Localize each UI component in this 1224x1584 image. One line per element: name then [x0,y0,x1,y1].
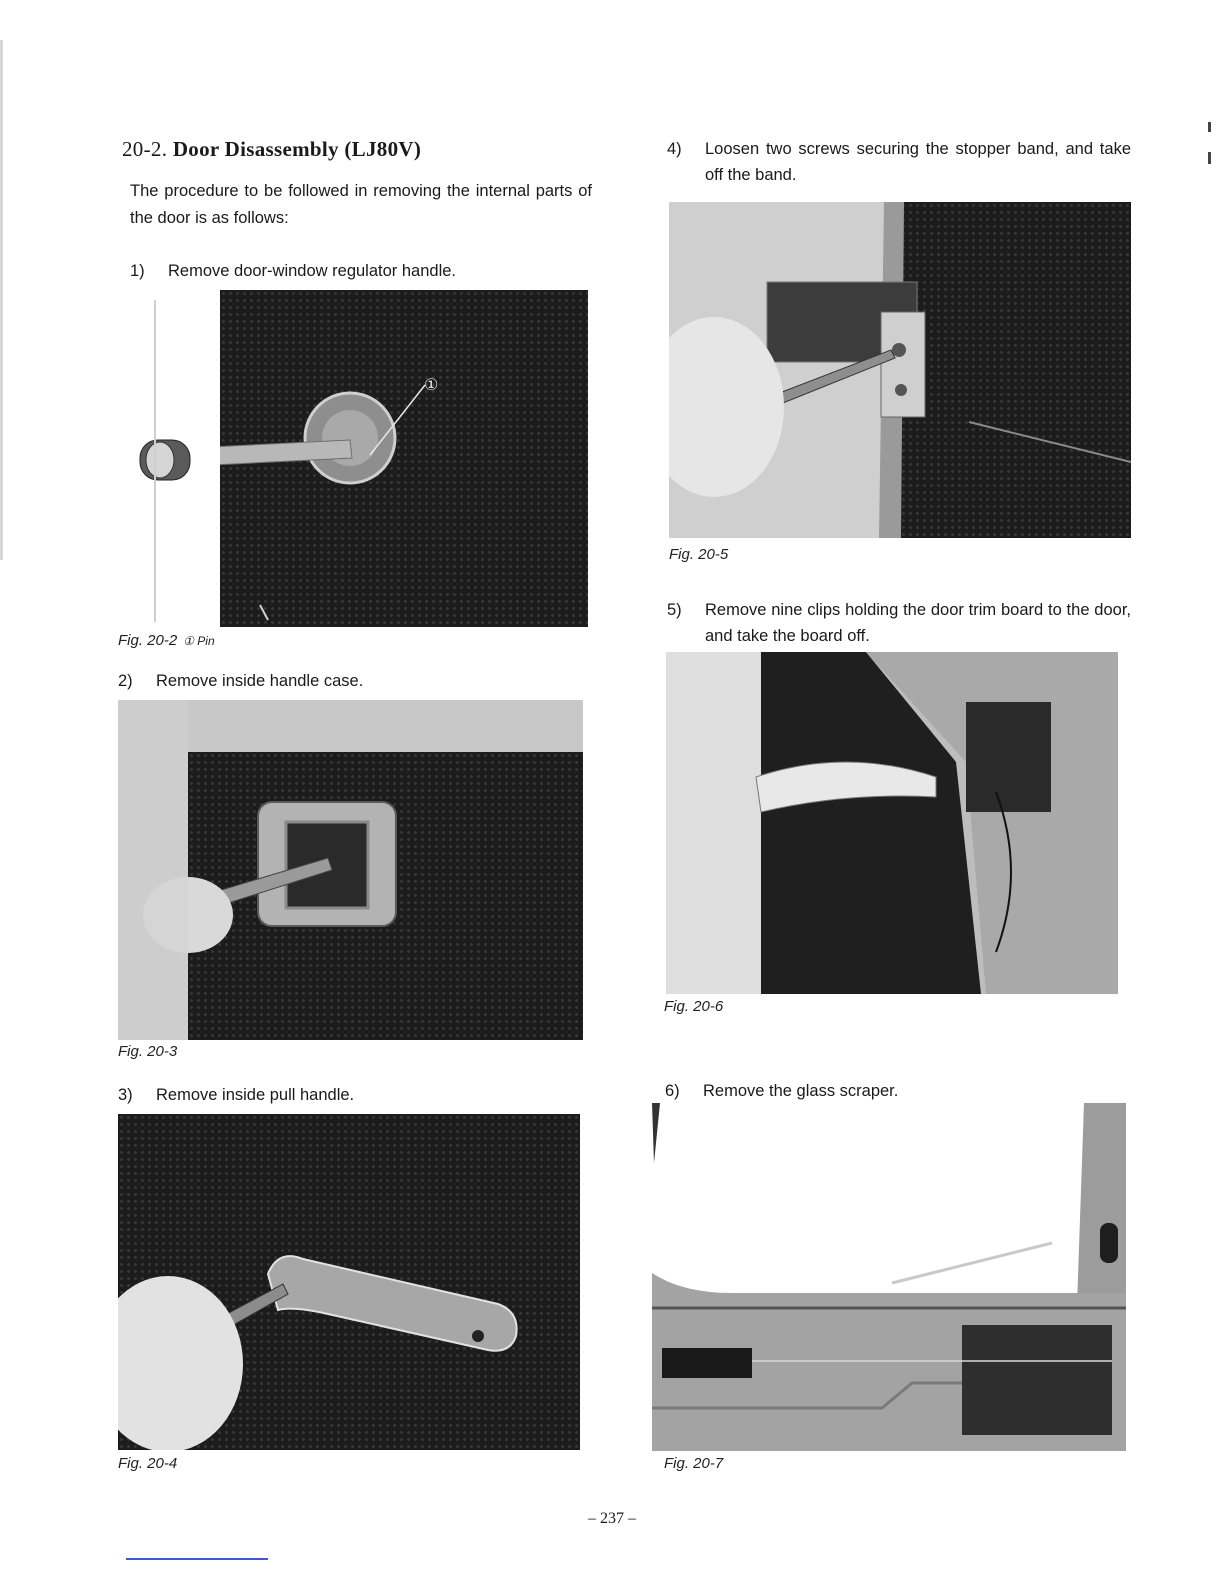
door-edge-line [154,300,156,622]
step-5 [667,597,1131,649]
section-number: 20-2. [122,137,168,161]
scan-mark [1208,152,1211,164]
page-number: – 237 – [588,1510,636,1527]
stopper-band-illustration [669,202,1131,538]
step-3 [118,1082,354,1108]
step-text: Remove inside pull handle. [156,1086,355,1104]
step-6 [665,1078,898,1104]
binding-edge [0,40,3,560]
footer-rule [126,1558,268,1560]
fig-20-4-caption: Fig. 20-4 [118,1455,178,1472]
intro-paragraph: The procedure to be followed in removing the internal parts of the door is as follows: [130,182,592,227]
photo-stopper-band [669,202,1131,538]
step-number: 6) [665,1082,680,1100]
handle-case-illustration [118,700,583,1040]
fig-20-6-caption: Fig. 20-6 [664,998,724,1015]
step-number: 2) [118,672,133,690]
photo-trim-board [666,652,1118,994]
pin-callout-marker: ① [424,377,439,394]
photo-pull-handle [118,1114,580,1450]
pull-handle-illustration [118,1114,580,1450]
glass-scraper-illustration [652,1103,1126,1451]
step-2 [118,668,363,694]
step-text: Loosen two screws securing the stopper band, and take off the band. [705,140,1131,184]
fig-20-7-caption: Fig. 20-7 [664,1455,724,1472]
step-1 [130,258,456,284]
step-number: 4) [667,140,682,158]
section-title: Door Disassembly (LJ80V) [172,137,422,161]
photo-handle-case [118,700,583,1040]
fig-20-5-caption: Fig. 20-5 [669,546,729,563]
photo-glass-scraper [652,1103,1126,1451]
step-number: 1) [130,262,145,280]
step-number: 3) [118,1086,133,1104]
photo-regulator-handle [220,290,588,627]
section-heading [122,137,421,162]
fig-20-3-caption: Fig. 20-3 [118,1043,178,1060]
step-text: Remove the glass scraper. [703,1082,899,1100]
step-text: Remove nine clips holding the door trim board to the door, and take the board off. [705,601,1131,645]
trim-board-illustration [666,652,1118,994]
scan-mark [1208,122,1211,132]
step-number: 5) [667,601,682,619]
fig-callout: ① Pin [183,634,215,648]
fig-label: Fig. 20-2 [118,632,178,649]
step-text: Remove door-window regulator handle. [168,262,456,280]
handle-knob [136,432,196,486]
regulator-handle-illustration [220,290,588,627]
step-text: Remove inside handle case. [156,672,364,690]
step-4 [667,136,1131,188]
fig-20-2-caption [118,632,215,649]
